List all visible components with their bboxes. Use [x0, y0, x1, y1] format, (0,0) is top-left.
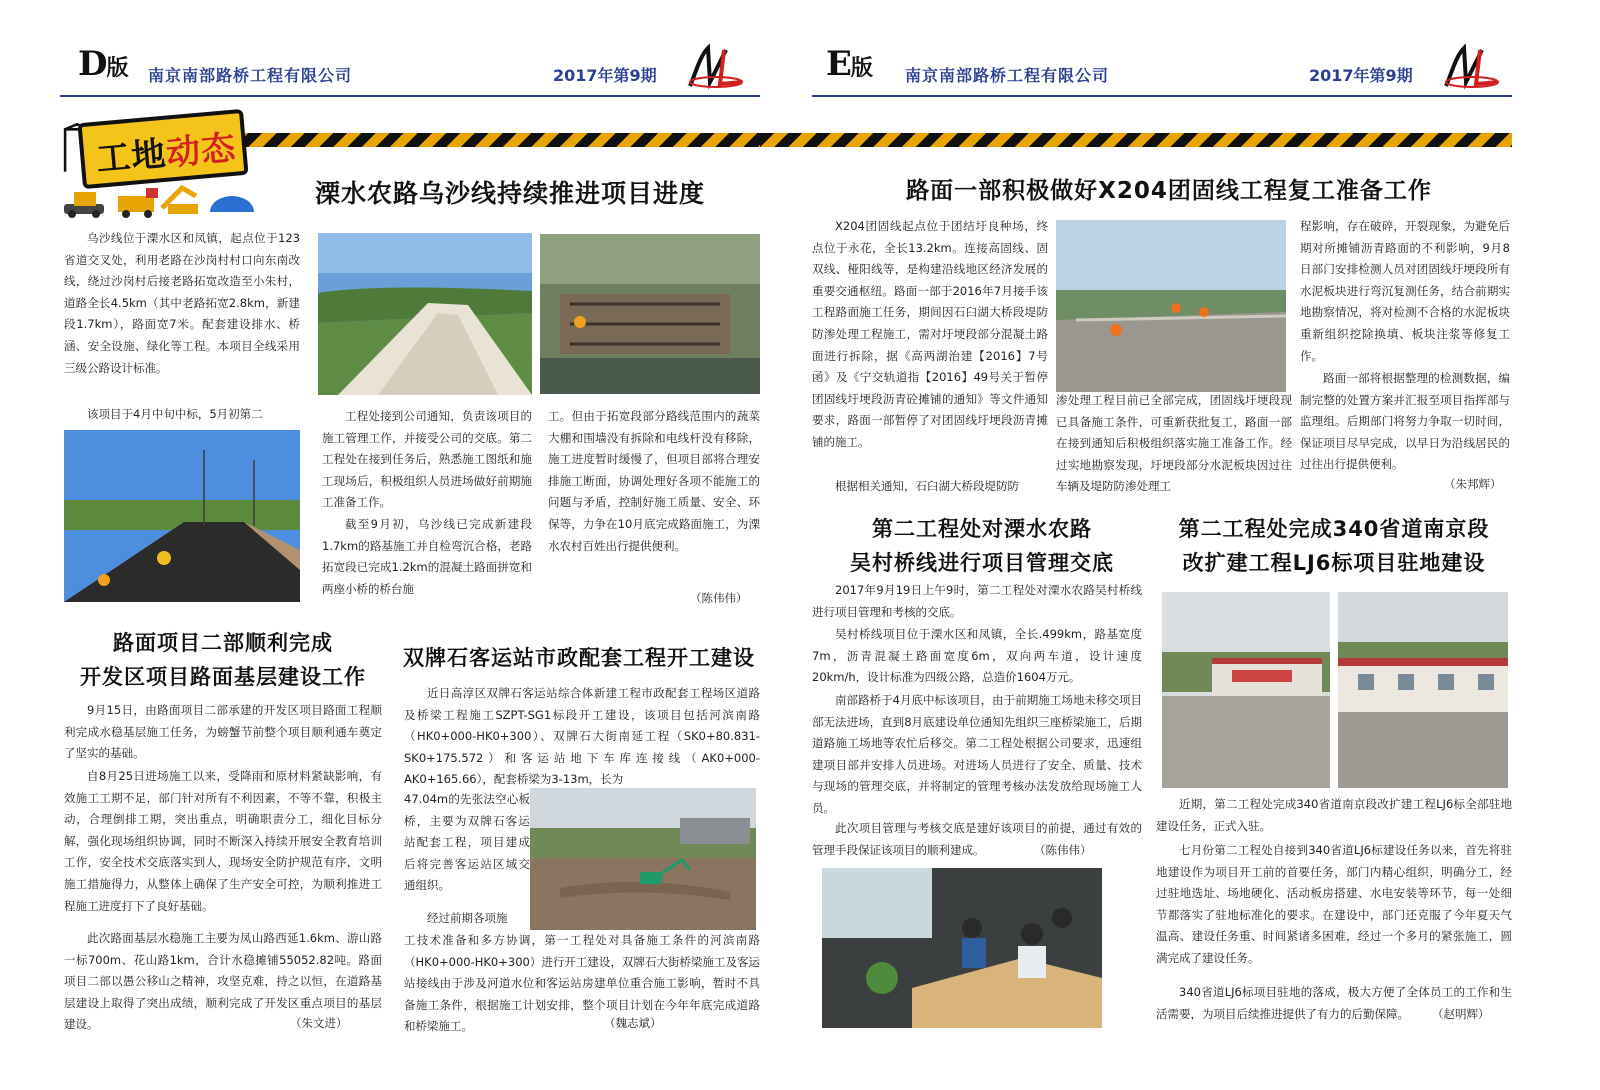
- article2-title: 路面项目二部顺利完成 开发区项目路面基层建设工作: [80, 631, 366, 689]
- article1-paragraph: 该项目于4月中旬中标，5月初第二: [87, 407, 263, 421]
- article1-title: 溧水农路乌沙线持续推进项目进度: [314, 179, 705, 208]
- article2-paragraph: 此次路面基层水稳施工主要为凤山路西延1.6km、游山路一标700m、花山路1km，合计水稳摊铺55052.82吨。路面项目二部以愚公移山之精神，攻坚克难，持之以恒，在道路基层建设上取得了突出成绩，顺利完成了开发区重点项目的基层建设。: [64, 931, 382, 1032]
- article1-author: （陈伟伟）: [690, 591, 748, 605]
- page-letter-e: E版: [826, 44, 872, 84]
- article1-paragraph: 工程处接到公司通知，负责该项目的施工管理工作，并接受公司的交底。第二工程处在接到任务后，熟悉施工图纸和施工现场后，积极组织人员进场做好前期施工准备工作。: [322, 409, 532, 510]
- article6-title: 第二工程处完成340省道南京段 改扩建工程LJ6标项目驻地建设: [1178, 517, 1490, 575]
- hazard-stripe-left: [220, 133, 760, 147]
- company-logo-right: [1442, 42, 1502, 90]
- article3-paragraph: 近日高淳区双牌石客运站综合体新建工程市政配套工程场区道路及桥梁工程施工SZPT-SG1标段开工建设，该项目包括河滨南路（HK0+000-HK0+300）、双牌石大街南延工程（SK0+80.831-SK0+175.572）和客运站地下车库连接线（AK0+000-AK0+165.66），配套桥梁为3-13m，长为: [404, 686, 760, 787]
- hazard-stripe-right: [760, 133, 1512, 147]
- company-name-right: 南京南部路桥工程有限公司: [905, 66, 1110, 85]
- article6-paragraph: 七月份第二工程处自接到340省道LJ6标建设任务以来，首先将驻地建设作为项目开工前的首要任务，部门内精心组织，明确分工，经过驻地选址、场地硬化、活动板房搭建、水电安装等环节，每一处细节都落实了驻地标准化的要求。在建设中，部门还克服了今年夏天气温高、建设任务重、时间紧诸多困难，经过一个多月的紧张施工，圆满完成了建设任务。: [1156, 843, 1512, 965]
- page-letter-d: D版: [78, 44, 128, 84]
- article4-paragraph: 程影响，存在破碎，开裂现象，为避免后期对所摊铺沥青路面的不利影响，9月8日部门安排检测人员对团固线圩埂段所有水泥板块进行弯沉复测任务，结合前期实地勘察情况，将对检测不合格的水泥板块重新组织挖除换填、板块注浆等修复工作。: [1300, 219, 1510, 363]
- photo-asphalt-paving: [64, 430, 300, 602]
- photo-site-excavator: [530, 788, 756, 930]
- photo-meeting: [822, 868, 1102, 1028]
- article5-paragraph: 吴村桥线项目位于溧水区和凤镇，全长.499km，路基宽度7m，沥青混凝土路面宽度6m，双向两车道，设计速度20km/h，设计标准为四级公路，总造价1604万元。: [812, 627, 1142, 685]
- article1-paragraph: 工。但由于拓宽段部分路线范围内的蔬菜大棚和围墙没有拆除和电线杆没有移除，施工进度暂时缓慢了，但项目部将合理安排施工断面，协调处理好各项不能施工的问题与矛盾，控制好施工质量、安全、环保等，力争在10月底完成路面施工，为溧水农村百姓出行提供便利。: [548, 409, 760, 553]
- article4-paragraph: X204团固线起点位于团结圩良种场，终点位于永花，全长13.2km。连接高固线、固双线、桠阳线等，是构建沿线地区经济发展的重要交通枢纽。路面一部于2016年7月接手该工程路面施工任务，期间因石臼湖大桥段堤防防渗处理工程施工，需对圩埂段部分混凝土路面进行拆除，据《高两湖治建【2016】7号函》及《宁交轨道指【2016】49号关于暂停团固线圩埂段沥青砼摊铺的通知》等文件通知要求，路面一部暂停了对团固线圩埂段沥青摊铺的施工。: [812, 219, 1048, 449]
- article4-author: （朱邦辉）: [1444, 477, 1502, 491]
- construction-vehicles-icon: [60, 178, 260, 218]
- section-badge: [60, 108, 260, 218]
- article2-author: （朱文进）: [290, 1016, 348, 1030]
- article5-paragraph: 南部路桥于4月底中标该项目，由于前期施工场地未移交项目部无法进场，直到8月底建设单位通知先组织三座桥梁施工，后期道路施工场地等农忙后移交。第二工程处根据公司要求，迅速组建项目部并安排人员进场。对进场人员进行了安全、质量、技术与现场的管理交底，并将制定的管理考核办法发放给现场施工人员。: [812, 693, 1142, 815]
- badge-title: 工地动态: [94, 127, 238, 181]
- photo-site-office-1: [1162, 592, 1330, 788]
- issue-number-left: 2017年第9期: [553, 66, 657, 85]
- article5-title: 第二工程处对溧水农路 吴村桥线进行项目管理交底: [850, 517, 1114, 575]
- article6-paragraph: 近期，第二工程处完成340省道南京段改扩建工程LJ6标全部驻地建设任务，正式入驻。: [1156, 797, 1512, 833]
- article3-paragraph: 经过前期各项施: [427, 911, 508, 925]
- article1-paragraph: 乌沙线位于溧水区和凤镇，起点位于123省道交叉处，利用老路在沙岗村村口向东南改线，绕过沙岗村后接老路拓宽改造至小朱村，道路全长4.5km（其中老路拓宽2.8km，新建段1.7km），路面宽7米。配套建设排水、桥涵、安全设施、绿化等工程。本项目全线采用三级公路设计标准。: [64, 231, 300, 375]
- photo-road-inspection: [1056, 220, 1286, 392]
- article3-paragraph: 工技术准备和多方协调，第一工程处对具备施工条件的河滨南路（HK0+000-HK0+300）进行开工建设，双牌石大街桥梁施工及客运站接线由于涉及河道水位和客运站房建单位重合施工影响，暂时不具备施工条件，根据施工计划安排，整个项目计划在今年年底完成道路和桥梁施工。: [404, 933, 760, 1034]
- article4-paragraph: 路面一部将根据整理的检测数据，编制完整的处置方案并汇报至项目指挥部与监理组。后期部门将努力争取一切时间，保证项目尽早完成，以早日为沿线居民的过往出行提供便利。: [1300, 371, 1510, 472]
- photo-bridge-formwork: [540, 234, 760, 394]
- article6-author: （赵明辉）: [1432, 1007, 1490, 1021]
- article2-paragraph: 自8月25日进场施工以来，受降雨和原材料紧缺影响，有效施工工期不足，部门针对所有不利因素，不等不靠，积极主动，合理倒排工期，突出重点，明确职责分工，细化目标分解，强化现场组织协调，同时不断深入持续开展安全教育培训工作，安全技术交底落实到人，现场安全防护规范有序，文明施工措施得力，从整体上确保了生产安全可控，为顺利推进工程施工进度打下了良好基础。: [64, 769, 382, 913]
- photo-road-construction: [318, 233, 532, 395]
- article3-author: （魏志斌）: [604, 1016, 662, 1030]
- issue-number-right: 2017年第9期: [1309, 66, 1413, 85]
- header-rule-left: [60, 95, 760, 97]
- header-rule-right: [812, 95, 1512, 97]
- article4-paragraph: 渗处理工程目前已全部完成，团固线圩埂段现已具备施工条件，可重新获批复工，路面一部在接到通知后积极组织落实施工准备工作。经过实地勘察发现，圩埂段部分水泥板块因过往车辆及堤防防渗处理工: [1056, 393, 1292, 494]
- article5-paragraph: 此次项目管理与考核交底是建好该项目的前提，通过有效的管理手段保证该项目的顺利建成。: [812, 821, 1142, 857]
- article3-paragraph: 47.04m的先张法空心板桥，主要为双牌石客运站配套工程，项目建成后将完善客运站区域交通组织。: [404, 792, 530, 893]
- company-name-left: 南京南部路桥工程有限公司: [148, 66, 353, 85]
- article3-title: 双牌石客运站市政配套工程开工建设: [403, 646, 755, 670]
- company-logo-left: [686, 42, 746, 90]
- article2-paragraph: 9月15日，由路面项目二部承建的开发区项目路面工程顺利完成水稳基层施工任务，为螃蟹节前整个项目顺利通车奠定了坚实的基础。: [64, 703, 382, 761]
- photo-site-office-2: [1338, 592, 1508, 788]
- article4-paragraph: 根据相关通知，石臼湖大桥段堤防防: [835, 479, 1019, 493]
- article1-paragraph: 截至9月初，乌沙线已完成新建段1.7km的路基施工并自检弯沉合格，老路拓宽段已完成1.2km的混凝土路面拼宽和两座小桥的桥台施: [322, 517, 532, 596]
- article5-paragraph: 2017年9月19日上午9时，第二工程处对溧水农路吴村桥线进行项目管理和考核的交底。: [812, 583, 1142, 619]
- article5-author: （陈伟伟）: [1034, 843, 1092, 857]
- article6-paragraph: 340省道LJ6标项目驻地的落成，极大方便了全体员工的工作和生活需要，为项目后续推进提供了有力的后勤保障。: [1156, 985, 1512, 1021]
- article4-title: 路面一部积极做好X204团固线工程复工准备工作: [906, 178, 1432, 204]
